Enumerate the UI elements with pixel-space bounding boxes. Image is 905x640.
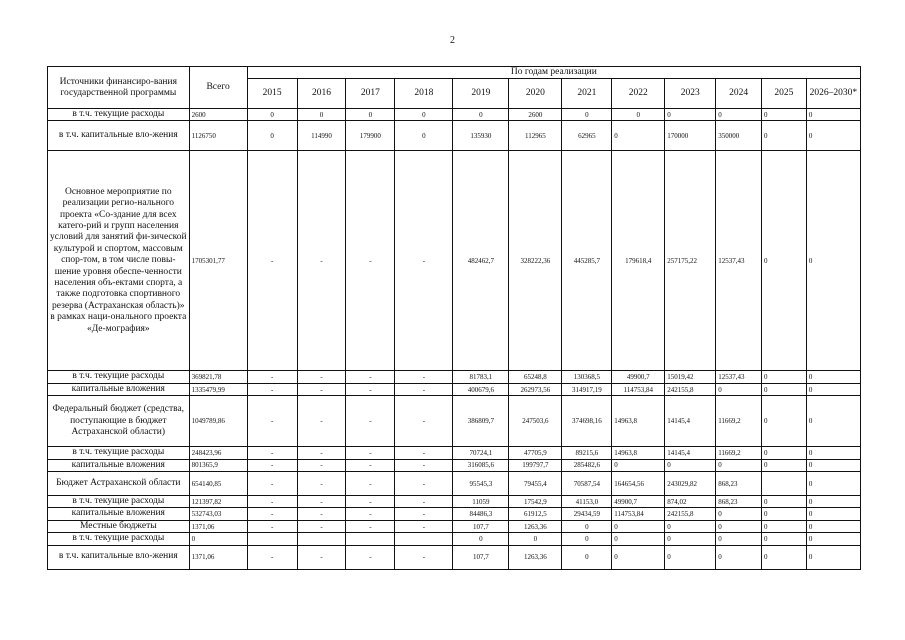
cell-value: 0 (247, 109, 297, 121)
cell-value: - (346, 396, 395, 447)
cell-value: 107,7 (453, 545, 509, 569)
cell-value: 130368,5 (562, 371, 612, 383)
cell-value: 107,7 (453, 520, 509, 532)
cell-value: 11669,2 (716, 447, 762, 459)
row-label: капитальные вложения (48, 508, 190, 520)
cell-value: - (297, 508, 346, 520)
cell-value: 29434,59 (562, 508, 612, 520)
cell-value: - (395, 496, 453, 508)
cell-value: 17542,9 (509, 496, 562, 508)
cell-value: - (297, 520, 346, 532)
cell-value: - (297, 383, 346, 395)
cell-value: 179618,4 (612, 151, 665, 371)
cell-value: 0 (806, 545, 860, 569)
cell-value: - (346, 508, 395, 520)
cell-value (395, 533, 453, 545)
row-total: 1705301,77 (189, 151, 247, 371)
row-label: Местные бюджеты (48, 520, 190, 532)
cell-value: 114753,84 (612, 383, 665, 395)
cell-value: - (346, 383, 395, 395)
cell-value: - (395, 508, 453, 520)
cell-value: 14963,8 (612, 447, 665, 459)
cell-value: 170000 (665, 121, 716, 151)
cell-value: 0 (612, 121, 665, 151)
cell-value: - (247, 508, 297, 520)
cell-value: 0 (762, 121, 807, 151)
cell-value: 49900,7 (612, 496, 665, 508)
cell-value: 41153,0 (562, 496, 612, 508)
row-label: в т.ч. капитальные вло-жения (48, 545, 190, 569)
row-label: в т.ч. капитальные вло-жения (48, 121, 190, 151)
cell-value: - (247, 459, 297, 471)
cell-value: 0 (806, 472, 860, 496)
cell-value: 0 (762, 151, 807, 371)
row-label: в т.ч. текущие расходы (48, 533, 190, 545)
cell-value: 0 (453, 109, 509, 121)
table-row (48, 121, 861, 151)
cell-value: 0 (806, 371, 860, 383)
row-label: в т.ч. текущие расходы (48, 109, 190, 121)
cell-value: 1263,36 (509, 545, 562, 569)
cell-value: 262973,56 (509, 383, 562, 395)
cell-value: 242155,8 (665, 508, 716, 520)
cell-value: 14145,4 (665, 447, 716, 459)
cell-value: 0 (806, 459, 860, 471)
cell-value: 0 (762, 520, 807, 532)
cell-value: 243029,82 (665, 472, 716, 496)
cell-value: 0 (612, 109, 665, 121)
cell-value: 0 (395, 121, 453, 151)
row-total: 532743,03 (189, 508, 247, 520)
cell-value: 868,23 (716, 496, 762, 508)
cell-value: 0 (562, 545, 612, 569)
cell-value: - (297, 371, 346, 383)
cell-value: 0 (716, 508, 762, 520)
row-label: в т.ч. текущие расходы (48, 496, 190, 508)
cell-value: 328222,36 (509, 151, 562, 371)
cell-value: 65248,8 (509, 371, 562, 383)
cell-value: 0 (716, 459, 762, 471)
cell-value: 0 (762, 496, 807, 508)
cell-value: 868,23 (716, 472, 762, 496)
cell-value: 400679,6 (453, 383, 509, 395)
cell-value: - (346, 371, 395, 383)
cell-value: 482462,7 (453, 151, 509, 371)
row-label: Основное мероприятие по реализации регио-нального проекта «Со-здание для всех катего-рий и групп населения условий для занятий фи-зической культурой и спортом, массовым спор-том, в том числе повы-шение уровня обеспе-ченности населения объ-ектами спорта, а также подготовка спортивного резерва (Астраханская область)» в рамках наци-онального проекта «Де-мография» (48, 151, 190, 371)
header-year: 2020 (509, 79, 562, 109)
cell-value: - (247, 396, 297, 447)
cell-value: 49900,7 (612, 371, 665, 383)
cell-value: 11669,2 (716, 396, 762, 447)
cell-value: 0 (762, 396, 807, 447)
cell-value: 0 (665, 545, 716, 569)
table-row (48, 396, 861, 447)
cell-value: - (346, 496, 395, 508)
cell-value: - (395, 151, 453, 371)
cell-value: 0 (665, 533, 716, 545)
cell-value: - (346, 545, 395, 569)
cell-value: 0 (806, 121, 860, 151)
cell-value: - (346, 459, 395, 471)
cell-value: 61912,5 (509, 508, 562, 520)
cell-value: 15019,42 (665, 371, 716, 383)
header-year: 2024 (716, 79, 762, 109)
cell-value: 114753,84 (612, 508, 665, 520)
table-row (48, 109, 861, 121)
header-year: 2016 (297, 79, 346, 109)
cell-value: 0 (806, 520, 860, 532)
cell-value: 89215,6 (562, 447, 612, 459)
cell-value: - (247, 371, 297, 383)
cell-value: 164654,56 (612, 472, 665, 496)
cell-value: 0 (612, 520, 665, 532)
cell-value: 95545,3 (453, 472, 509, 496)
table-row (48, 151, 861, 371)
cell-value: 0 (716, 383, 762, 395)
cell-value: 0 (806, 109, 860, 121)
cell-value: - (395, 459, 453, 471)
table-row (48, 383, 861, 395)
cell-value: 0 (806, 496, 860, 508)
cell-value: 314917,19 (562, 383, 612, 395)
header-year: 2019 (453, 79, 509, 109)
cell-value: 0 (716, 533, 762, 545)
cell-value: - (297, 459, 346, 471)
cell-value: 386809,7 (453, 396, 509, 447)
cell-value (346, 533, 395, 545)
cell-value: - (297, 472, 346, 496)
cell-value: - (297, 396, 346, 447)
cell-value: - (395, 472, 453, 496)
row-total: 1371,06 (189, 520, 247, 532)
cell-value: - (346, 151, 395, 371)
cell-value: 0 (453, 533, 509, 545)
cell-value: - (346, 520, 395, 532)
cell-value: 0 (762, 371, 807, 383)
cell-value: 14963,8 (612, 396, 665, 447)
cell-value: 247503,6 (509, 396, 562, 447)
cell-value: 257175,22 (665, 151, 716, 371)
cell-value (762, 472, 807, 496)
cell-value: 2600 (509, 109, 562, 121)
cell-value: 0 (806, 151, 860, 371)
cell-value: - (395, 545, 453, 569)
cell-value: 79455,4 (509, 472, 562, 496)
cell-value: - (247, 447, 297, 459)
header-year: 2021 (562, 79, 612, 109)
cell-value: 0 (762, 447, 807, 459)
table-row (48, 508, 861, 520)
cell-value: 0 (806, 508, 860, 520)
table-row (48, 447, 861, 459)
cell-value: 12537,43 (716, 371, 762, 383)
row-total: 1126750 (189, 121, 247, 151)
cell-value: 0 (762, 383, 807, 395)
funding-table (47, 66, 861, 570)
header-total: Всего (189, 67, 247, 109)
row-total: 1371,06 (189, 545, 247, 569)
cell-value: 81783,1 (453, 371, 509, 383)
row-total: 248423,96 (189, 447, 247, 459)
row-label: Бюджет Астраханской области (48, 472, 190, 496)
table-row (48, 472, 861, 496)
header-by-years: По годам реализации (247, 67, 860, 79)
cell-value: 70587,54 (562, 472, 612, 496)
cell-value: 135930 (453, 121, 509, 151)
row-label: в т.ч. текущие расходы (48, 371, 190, 383)
cell-value: 1263,36 (509, 520, 562, 532)
cell-value: 874,02 (665, 496, 716, 508)
cell-value: - (247, 383, 297, 395)
header-year: 2017 (346, 79, 395, 109)
table-row (48, 459, 861, 471)
cell-value: 0 (806, 447, 860, 459)
cell-value: - (297, 545, 346, 569)
table-row (48, 545, 861, 569)
cell-value: - (297, 447, 346, 459)
page-number: 2 (450, 35, 455, 46)
header-year: 2026–2030* (806, 79, 860, 109)
cell-value: - (346, 472, 395, 496)
cell-value: - (297, 151, 346, 371)
cell-value: 0 (509, 533, 562, 545)
cell-value: 0 (806, 396, 860, 447)
cell-value: - (297, 496, 346, 508)
cell-value: 0 (806, 533, 860, 545)
row-total: 801365,9 (189, 459, 247, 471)
cell-value: 316085,6 (453, 459, 509, 471)
cell-value: - (395, 520, 453, 532)
cell-value: 0 (762, 533, 807, 545)
header-year: 2018 (395, 79, 453, 109)
row-total: 2600 (189, 109, 247, 121)
cell-value: 0 (665, 459, 716, 471)
cell-value: 0 (716, 545, 762, 569)
row-total: 121397,82 (189, 496, 247, 508)
cell-value: 0 (762, 109, 807, 121)
header-year: 2025 (762, 79, 807, 109)
row-total: 369821,78 (189, 371, 247, 383)
cell-value (297, 533, 346, 545)
cell-value: - (247, 472, 297, 496)
cell-value: 374698,16 (562, 396, 612, 447)
cell-value: 0 (716, 520, 762, 532)
cell-value: 0 (665, 520, 716, 532)
row-total: 1335479,99 (189, 383, 247, 395)
cell-value: - (395, 447, 453, 459)
cell-value: - (247, 496, 297, 508)
cell-value: 0 (346, 109, 395, 121)
cell-value: 0 (612, 545, 665, 569)
row-total: 0 (189, 533, 247, 545)
cell-value: 0 (297, 109, 346, 121)
table-row (48, 371, 861, 383)
cell-value: 0 (395, 109, 453, 121)
cell-value: 14145,4 (665, 396, 716, 447)
cell-value: 114990 (297, 121, 346, 151)
row-total: 1049789,86 (189, 396, 247, 447)
cell-value: 0 (562, 109, 612, 121)
cell-value: - (395, 371, 453, 383)
cell-value: 112965 (509, 121, 562, 151)
row-total: 654140,85 (189, 472, 247, 496)
cell-value: 12537,43 (716, 151, 762, 371)
cell-value: 0 (665, 109, 716, 121)
header-source: Источники финансиро-вания государственной программы (48, 67, 190, 109)
cell-value: - (247, 545, 297, 569)
header-year: 2022 (612, 79, 665, 109)
cell-value: - (395, 396, 453, 447)
cell-value: - (247, 151, 297, 371)
row-label: капитальные вложения (48, 459, 190, 471)
cell-value: 0 (562, 533, 612, 545)
row-label: капитальные вложения (48, 383, 190, 395)
cell-value: 350000 (716, 121, 762, 151)
cell-value: 0 (562, 520, 612, 532)
cell-value: 179900 (346, 121, 395, 151)
cell-value: 0 (716, 109, 762, 121)
cell-value: 0 (806, 383, 860, 395)
cell-value: 11059 (453, 496, 509, 508)
cell-value: 199797,7 (509, 459, 562, 471)
cell-value: 0 (612, 533, 665, 545)
cell-value: 0 (612, 459, 665, 471)
cell-value: 70724,1 (453, 447, 509, 459)
cell-value (247, 533, 297, 545)
cell-value: 84486,3 (453, 508, 509, 520)
row-label: Федеральный бюджет (средства, поступающие в бюджет Астраханской области) (48, 396, 190, 447)
cell-value: 242155,8 (665, 383, 716, 395)
cell-value: - (247, 520, 297, 532)
cell-value: 285482,6 (562, 459, 612, 471)
table-row (48, 496, 861, 508)
table-row (48, 520, 861, 532)
header-year: 2015 (247, 79, 297, 109)
table-row (48, 533, 861, 545)
cell-value: 0 (762, 545, 807, 569)
cell-value: 47705,9 (509, 447, 562, 459)
cell-value: 62965 (562, 121, 612, 151)
cell-value: 445285,7 (562, 151, 612, 371)
cell-value: - (346, 447, 395, 459)
cell-value: - (395, 383, 453, 395)
header-year: 2023 (665, 79, 716, 109)
cell-value: 0 (762, 508, 807, 520)
row-label: в т.ч. текущие расходы (48, 447, 190, 459)
cell-value: 0 (762, 459, 807, 471)
cell-value: 0 (247, 121, 297, 151)
